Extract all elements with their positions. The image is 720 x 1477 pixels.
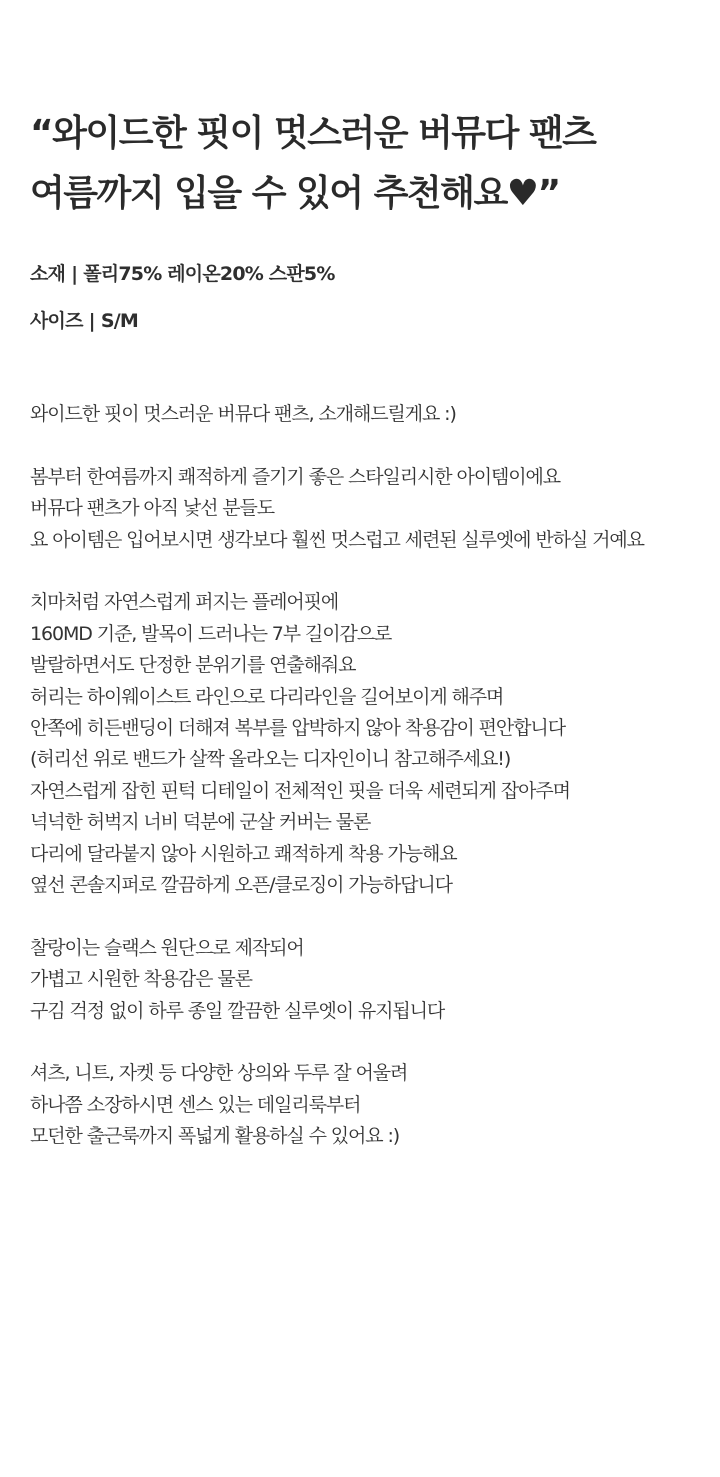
- text-line: 160MD 기준, 발목이 드러나는 7부 길이감으로: [30, 622, 392, 645]
- headline-line: 여름까지 입을 수 있어 추천해요♥”: [30, 173, 560, 214]
- text-line: (허리선 위로 밴드가 살짝 올라오는 디자인이니 참고해주세요!): [30, 748, 511, 771]
- text-line: 넉넉한 허벅지 너비 덕분에 군살 커버는 물론: [30, 811, 371, 834]
- text-line: 허리는 하이웨이스트 라인으로 다리라인을 길어보이게 해주며: [30, 685, 504, 708]
- headline: [30, 104, 710, 224]
- text-line: 자연스럽게 잡힌 핀턱 디테일이 전체적인 핏을 더욱 세련되게 잡아주며: [30, 779, 570, 802]
- text-line: 구김 걱정 없이 하루 종일 깔끔한 실루엣이 유지됩니다: [30, 999, 445, 1022]
- text-line: 찰랑이는 슬랙스 원단으로 제작되어: [30, 936, 304, 959]
- description-body: [30, 399, 720, 1184]
- text-line: 안쪽에 히든밴딩이 더해져 복부를 압박하지 않아 착용감이 편안합니다: [30, 717, 565, 740]
- text-line: 치마처럼 자연스럽게 퍼지는 플레어핏에: [30, 591, 339, 614]
- spec-label: 소재: [30, 263, 66, 285]
- text-line: 하나쯤 소장하시면 센스 있는 데일리룩부터: [30, 1093, 361, 1116]
- spec-separator: |: [71, 263, 78, 285]
- spec-size: [30, 303, 335, 339]
- styling-paragraph: [30, 1058, 720, 1152]
- spec-value: S/M: [100, 310, 138, 332]
- text-line: 와이드한 핏이 멋스러운 버뮤다 팬츠, 소개해드릴게요 :): [30, 403, 456, 425]
- fabric-paragraph: [30, 933, 720, 1027]
- spec-value: 폴리75% 레이온20% 스판5%: [83, 263, 335, 285]
- text-line: 봄부터 한여름까지 쾌적하게 즐기기 좋은 스타일리시한 아이템이에요: [30, 465, 561, 488]
- spec-label: 사이즈: [30, 310, 83, 332]
- text-line: 모던한 출근룩까지 폭넓게 활용하실 수 있어요 :): [30, 1125, 400, 1148]
- headline-line: “와이드한 핏이 멋스러운 버뮤다 팬츠: [30, 113, 596, 154]
- text-line: 다리에 달라붙지 않아 시원하고 쾌적하게 착용 가능해요: [30, 842, 457, 865]
- text-line: 셔츠, 니트, 자켓 등 다양한 상의와 두루 잘 어울려: [30, 1062, 408, 1085]
- text-line: 발랄하면서도 단정한 분위기를 연출해줘요: [30, 654, 356, 677]
- spec-material: [30, 256, 335, 292]
- style-paragraph: [30, 462, 720, 556]
- text-line: 요 아이템은 입어보시면 생각보다 훨씬 멋스럽고 세련된 실루엣에 반하실 거예요: [30, 528, 644, 551]
- text-line: 가볍고 시원한 착용감은 물론: [30, 968, 252, 991]
- spec-list: [30, 256, 335, 350]
- text-line: 버뮤다 팬츠가 아직 낯선 분들도: [30, 497, 275, 520]
- spec-separator: |: [88, 310, 95, 332]
- intro-paragraph: [30, 399, 720, 430]
- text-line: 옆선 콘솔지퍼로 깔끔하게 오픈/클로징이 가능하답니다: [30, 874, 452, 897]
- fit-paragraph: [30, 587, 720, 901]
